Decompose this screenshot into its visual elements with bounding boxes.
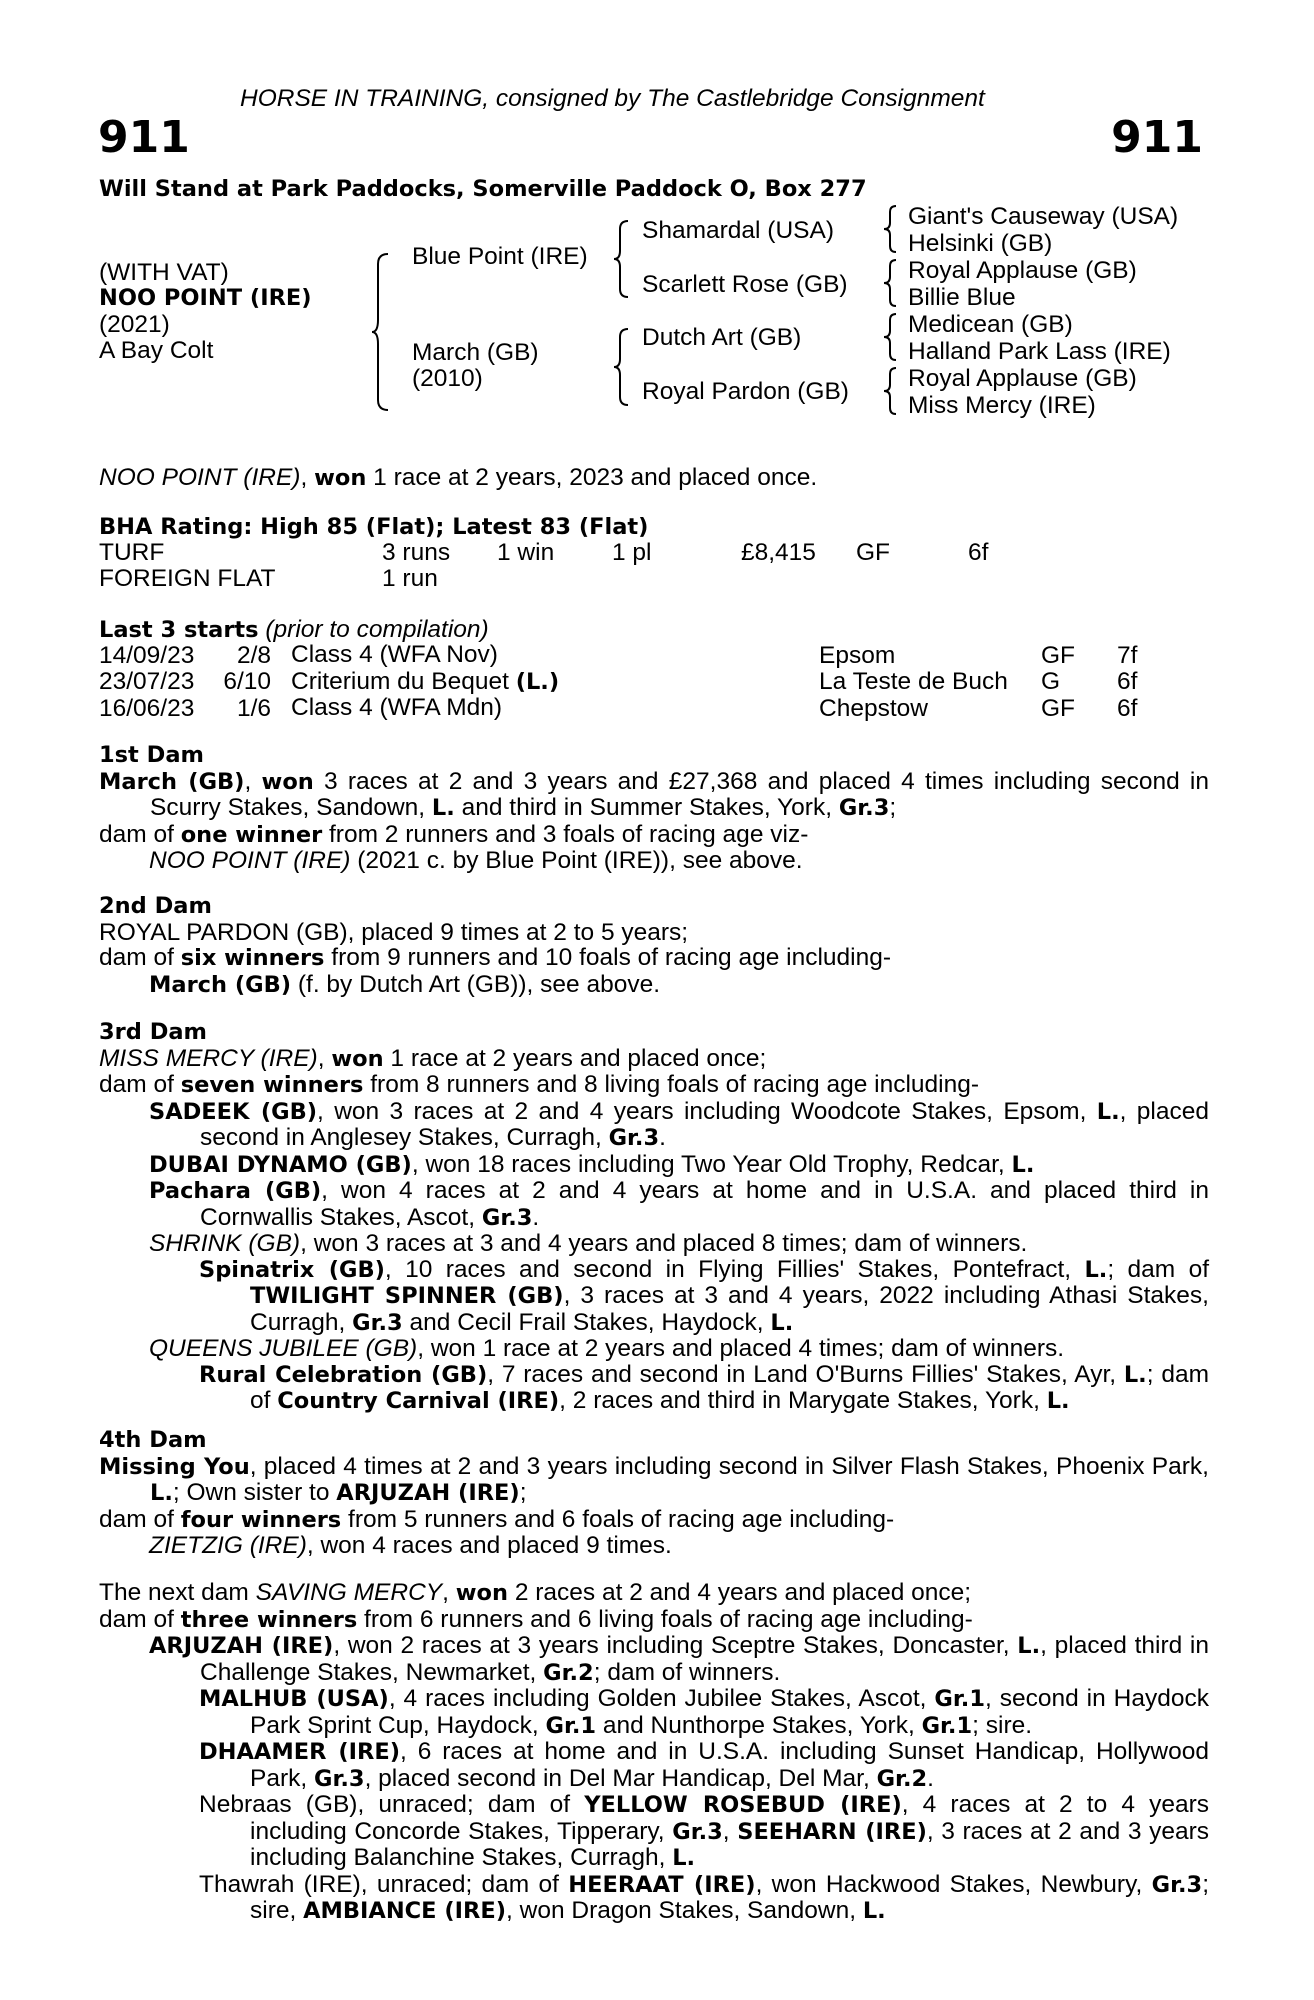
- text: 1 race at 2 years and placed once;: [383, 1044, 767, 1072]
- table-row: [99, 642, 1137, 669]
- text: ,: [317, 1044, 332, 1072]
- dam-dam: Royal Pardon (GB): [642, 378, 849, 405]
- text: , won 2 races at 3 years including Sceptre Stakes, Doncaster,: [333, 1632, 1018, 1659]
- section-heading: 1st Dam: [99, 742, 204, 768]
- text: and Nunthorpe Stakes, York,: [596, 1711, 922, 1739]
- listed-marker: L.: [431, 795, 455, 821]
- start-distance: 6f: [1117, 694, 1138, 722]
- record-distance: 6f: [968, 539, 989, 566]
- text: , 4 races at 2 to 4 years including Concorde Stakes, Tipperary,: [250, 1791, 1209, 1845]
- text: , placed second in Anglesey Stakes, Curragh,: [200, 1097, 1209, 1151]
- record-wins: 1 win: [497, 539, 555, 566]
- stand-location: Will Stand at Park Paddocks, Somerville Paddock O, Box 277: [99, 176, 867, 202]
- text: ; dam of: [250, 1360, 1209, 1414]
- offspring-entry: [99, 1533, 1209, 1559]
- text: , placed third in Challenge Stakes, Newmarket,: [200, 1632, 1209, 1686]
- text: Nebraas (GB), unraced; dam of: [199, 1791, 585, 1818]
- group-marker: Gr.3: [314, 1765, 365, 1792]
- text: ;: [519, 1479, 527, 1506]
- listed-marker: L.: [150, 1480, 173, 1506]
- offspring-name: HEERAAT (IRE): [568, 1871, 756, 1898]
- start-course: Epsom: [819, 641, 896, 669]
- start-date: 23/07/23: [99, 668, 195, 695]
- offspring-name: AMBIANCE (IRE): [303, 1898, 507, 1924]
- sire-dam: Scarlett Rose (GB): [642, 271, 848, 298]
- winners-count: four winners: [180, 1506, 342, 1533]
- dam-name: MISS MERCY (IRE): [99, 1044, 318, 1072]
- second-dam-offspring: [99, 972, 1209, 999]
- first-dam-produce: [99, 822, 1209, 849]
- granddam-1: Helsinki (GB): [908, 230, 1053, 257]
- winners-count: seven winners: [180, 1072, 364, 1098]
- table-row: [99, 669, 1137, 696]
- offspring-entry: [99, 1152, 1209, 1179]
- offspring-entry: [99, 1257, 1209, 1337]
- second-dam-produce: [99, 945, 1209, 972]
- text: Thawrah (IRE), unraced; dam of: [199, 1870, 569, 1898]
- listed-marker: L.: [1084, 1256, 1108, 1283]
- second-dam-section: [99, 894, 1209, 998]
- text: , won Hackwood Stakes, Newbury,: [755, 1870, 1152, 1898]
- g-brace-2: [882, 257, 900, 309]
- group-marker: Gr.2: [876, 1765, 928, 1792]
- record-distance: [968, 566, 988, 592]
- section-heading: 2nd Dam: [99, 893, 212, 919]
- offspring-entry: [99, 1231, 1209, 1257]
- table-row: [99, 540, 988, 566]
- offspring-name: SEEHARN (IRE): [737, 1818, 927, 1845]
- offspring-entry: [99, 1792, 1209, 1872]
- g-brace-4: [882, 365, 900, 417]
- record-type: TURF: [99, 539, 165, 566]
- listed-marker: L.: [1011, 1151, 1035, 1178]
- g-brace-1: [882, 203, 900, 255]
- start-position: 2/8: [236, 641, 271, 669]
- text: dam of: [99, 820, 181, 848]
- dam-name: SAVING MERCY: [255, 1579, 443, 1606]
- offspring-name: Pachara (GB): [149, 1178, 322, 1204]
- start-going: GF: [1041, 641, 1076, 669]
- start-race: [291, 669, 819, 696]
- grandsire-1: Giant's Causeway (USA): [908, 203, 1179, 230]
- offspring-entry: [99, 1739, 1209, 1792]
- text: (2021 c. by Blue Point (IRE)), see above.: [350, 847, 803, 874]
- text: ;: [889, 794, 897, 821]
- text: from 8 runners and 8 living foals of racing age including-: [363, 1071, 979, 1098]
- fourth-dam-section: [99, 1428, 1209, 1559]
- dam-year: (2010): [412, 365, 483, 392]
- offspring-name: DUBAI DYNAMO (GB): [149, 1151, 412, 1178]
- offspring-name: SHRINK (GB): [149, 1230, 301, 1257]
- text: , 3 races at 2 and 3 years including Balanchine Stakes, Curragh,: [250, 1817, 1209, 1871]
- pedigree-brace-main: [370, 252, 392, 412]
- listed-marker: L.: [862, 1898, 886, 1924]
- text: ; sire,: [250, 1870, 1209, 1924]
- sire-sire: Shamardal (USA): [642, 217, 834, 244]
- group-marker: Gr.2: [543, 1659, 594, 1686]
- vat-note: (WITH VAT): [99, 259, 229, 286]
- text: ,: [722, 1817, 738, 1845]
- section-heading: 4th Dam: [99, 1427, 207, 1453]
- fourth-dam-record: [99, 1454, 1209, 1507]
- text: , won 18 races including Two Year Old Trophy, Redcar,: [411, 1150, 1012, 1178]
- text: and Cecil Frail Stakes, Haydock,: [402, 1308, 771, 1336]
- text: ; Own sister to: [172, 1479, 337, 1506]
- text: dam of: [99, 1505, 181, 1533]
- group-marker: Gr.3: [672, 1818, 723, 1845]
- won-label: won: [331, 1045, 384, 1072]
- third-dam-record: [99, 1046, 1209, 1073]
- offspring-entry: [99, 1633, 1209, 1686]
- sibling-name: ARJUZAH (IRE): [336, 1480, 520, 1506]
- text: , placed second in Del Mar Handicap, Del Mar,: [364, 1764, 877, 1792]
- offspring-name: ZIETZIG (IRE): [149, 1532, 307, 1559]
- dam-sire: Dutch Art (GB): [642, 324, 802, 351]
- start-race: [291, 695, 819, 722]
- table-row: [99, 566, 988, 592]
- group-marker: Gr.1: [921, 1712, 973, 1739]
- start-course: Chepstow: [819, 694, 928, 722]
- next-dam-record: [99, 1580, 1209, 1607]
- text: ; dam of: [1107, 1255, 1210, 1283]
- offspring-entry: [99, 1362, 1209, 1415]
- last-starts-table: [99, 642, 1137, 722]
- lot-number-left: 911: [98, 112, 190, 163]
- text: and third in Summer Stakes, York,: [454, 794, 839, 821]
- start-distance: 7f: [1117, 641, 1138, 669]
- won-label: won: [261, 768, 314, 795]
- offspring-name: QUEENS JUBILEE (GB): [149, 1335, 418, 1362]
- offspring-entry: [99, 1872, 1209, 1925]
- text: ,: [244, 767, 262, 795]
- dam-name: March (GB): [412, 339, 539, 366]
- lot-number-right: 911: [1111, 112, 1203, 163]
- listed-marker: L.: [1017, 1633, 1041, 1659]
- offspring-name: Spinatrix (GB): [199, 1256, 385, 1283]
- listed-marker: L.: [1046, 1388, 1070, 1414]
- first-dam-section: [99, 743, 1209, 874]
- text: , second in Haydock Park Sprint Cup, Haydock,: [250, 1685, 1209, 1739]
- section-heading: 3rd Dam: [99, 1019, 207, 1045]
- text: ; dam of winners.: [593, 1658, 781, 1686]
- text: from 9 runners and 10 foals of racing age including-: [324, 944, 892, 971]
- text: , won 3 races at 3 and 4 years and placed 8 times; dam of winners.: [300, 1230, 1028, 1257]
- offspring-name: TWILIGHT SPINNER (GB): [250, 1283, 564, 1309]
- first-dam-offspring: [99, 848, 1209, 874]
- grandsire-3: Medicean (GB): [908, 311, 1073, 338]
- text: .: [532, 1203, 540, 1231]
- text: , 7 races and second in Land O'Burns Fillies' Stakes, Ayr,: [487, 1360, 1124, 1388]
- first-dam-record: [99, 769, 1209, 822]
- listed-marker: L.: [1096, 1098, 1120, 1125]
- consignment-line: HORSE IN TRAINING, consigned by The Castlebridge Consignment: [240, 85, 985, 112]
- horse-name: NOO POINT (IRE): [99, 285, 312, 311]
- offspring-entry: [99, 1178, 1209, 1231]
- summary-horse-name: NOO POINT (IRE): [99, 464, 301, 491]
- granddam-4: Miss Mercy (IRE): [908, 392, 1096, 419]
- start-race-name: Class 4 (WFA Mdn): [291, 694, 503, 721]
- dam-name: Missing You: [99, 1453, 250, 1480]
- dam-name: March (GB): [99, 768, 245, 795]
- won-label: won: [455, 1580, 509, 1606]
- text: 2 races at 2 and 4 years and placed once;: [508, 1579, 972, 1606]
- record-runs: 1 run: [382, 564, 438, 592]
- group-marker: Gr.3: [352, 1309, 403, 1336]
- second-dam-record: ROYAL PARDON (GB), placed 9 times at 2 to 5 years;: [99, 918, 689, 946]
- text: .: [659, 1124, 666, 1151]
- text: ; sire.: [972, 1711, 1033, 1739]
- start-race-suffix: (L.): [515, 668, 560, 695]
- race-summary: NOO POINT (IRE), won 1 race at 2 years, 2023 and placed once.: [99, 464, 818, 491]
- text: , 3 races at 3 and 4 years, 2022 including Athasi Stakes, Curragh,: [250, 1282, 1209, 1336]
- third-dam-section: [99, 1020, 1209, 1415]
- offspring-entry: [99, 1099, 1209, 1152]
- group-marker: Gr.3: [1151, 1871, 1203, 1898]
- offspring-name: NOO POINT (IRE): [149, 847, 351, 874]
- granddam-3: Halland Park Lass (IRE): [908, 338, 1171, 365]
- next-dam-section: [99, 1580, 1209, 1925]
- record-runs: 3 runs: [382, 539, 451, 566]
- record-prize: [741, 566, 856, 592]
- winners-count: three winners: [180, 1606, 358, 1633]
- grandsire-4: Royal Applause (GB): [908, 365, 1137, 392]
- sire-name: Blue Point (IRE): [412, 243, 588, 270]
- start-date: 14/09/23: [99, 641, 195, 669]
- last-starts-title: [99, 617, 489, 644]
- third-dam-produce: [99, 1072, 1209, 1099]
- text: , 10 races and second in Flying Fillies' Stakes, Pontefract,: [384, 1255, 1085, 1283]
- record-placed: 1 pl: [612, 539, 652, 566]
- start-distance: 6f: [1117, 668, 1138, 695]
- offspring-name: Country Carnival (IRE): [277, 1388, 560, 1414]
- listed-marker: L.: [672, 1845, 696, 1871]
- text: , won 4 races at 2 and 4 years at home and in U.S.A. and placed third in Cornwallis Stakes, Ascot,: [200, 1177, 1209, 1231]
- offspring-entry: [99, 1336, 1209, 1362]
- group-marker: Gr.1: [545, 1712, 597, 1739]
- text: dam of: [99, 944, 181, 971]
- winners-count: one winner: [180, 821, 323, 848]
- summary-rest: 1 race at 2 years, 2023 and placed once.: [366, 464, 818, 491]
- table-row: [99, 695, 1137, 722]
- offspring-name: March (GB): [149, 971, 292, 998]
- text: , won Dragon Stakes, Sandown,: [506, 1897, 863, 1924]
- offspring-entry: [99, 1686, 1209, 1739]
- text: from 6 runners and 6 living foals of racing age including-: [357, 1605, 973, 1633]
- start-going: GF: [1041, 694, 1076, 722]
- last-starts-heading: Last 3 starts: [99, 617, 259, 643]
- bha-rating-title: BHA Rating: High 85 (Flat); Latest 83 (Flat): [99, 514, 649, 540]
- group-marker: Gr.1: [934, 1686, 985, 1712]
- start-date: 16/06/23: [99, 694, 195, 722]
- record-type: FOREIGN FLAT: [99, 564, 276, 592]
- g-brace-3: [882, 311, 900, 363]
- start-position: 1/6: [236, 694, 271, 722]
- text: , won 3 races at 2 and 4 years including Woodcote Stakes, Epsom,: [317, 1097, 1097, 1125]
- group-marker: Gr.3: [838, 795, 890, 821]
- text: The next dam: [99, 1579, 256, 1606]
- start-race: [291, 642, 819, 669]
- start-race-name: Criterium du Bequet: [291, 667, 516, 695]
- text: from 2 runners and 3 foals of racing age viz-: [322, 820, 809, 848]
- offspring-name: YELLOW ROSEBUD (IRE): [584, 1792, 902, 1818]
- horse-year: (2021): [99, 311, 170, 338]
- next-dam-produce: [99, 1607, 1209, 1634]
- sire-brace: [612, 219, 632, 299]
- text: , 4 races including Golden Jubilee Stakes, Ascot,: [388, 1685, 935, 1712]
- start-course: La Teste de Buch: [819, 668, 1008, 695]
- start-going: G: [1041, 668, 1061, 695]
- record-going: GF: [856, 539, 891, 566]
- granddam-2: Billie Blue: [908, 284, 1016, 311]
- group-marker: Gr.3: [481, 1204, 533, 1231]
- winners-count: six winners: [180, 945, 325, 971]
- horse-description: A Bay Colt: [99, 337, 214, 364]
- record-placed: [612, 566, 741, 592]
- offspring-name: SADEEK (GB): [149, 1098, 318, 1125]
- text: 3 races at 2 and 3 years and £27,368 and placed 4 times including second in Scurry Stakes, Sandown,: [150, 767, 1209, 821]
- start-race-name: Class 4 (WFA Nov): [291, 641, 498, 668]
- text: (f. by Dutch Art (GB)), see above.: [291, 970, 661, 998]
- record-going: [856, 566, 968, 592]
- text: , 2 races and third in Marygate Stakes, York,: [559, 1387, 1047, 1414]
- last-starts-note: (prior to compilation): [265, 616, 489, 643]
- race-record-table: [99, 540, 988, 591]
- summary-won: won: [314, 465, 367, 491]
- text: .: [927, 1764, 934, 1792]
- record-wins: [497, 566, 612, 592]
- fourth-dam-produce: [99, 1507, 1209, 1534]
- record-prize: £8,415: [741, 539, 816, 566]
- text: , won 1 race at 2 years and placed 4 times; dam of winners.: [417, 1335, 1065, 1362]
- start-position: 6/10: [223, 668, 271, 695]
- grandsire-2: Royal Applause (GB): [908, 257, 1137, 284]
- text: ,: [442, 1579, 456, 1606]
- group-marker: Gr.3: [608, 1125, 660, 1151]
- text: , placed 4 times at 2 and 3 years including second in Silver Flash Stakes, Phoenix Park,: [249, 1452, 1209, 1480]
- text: dam of: [99, 1071, 181, 1098]
- text: from 5 runners and 6 foals of racing age including-: [341, 1505, 895, 1533]
- text: dam of: [99, 1605, 181, 1633]
- offspring-name: MALHUB (USA): [199, 1686, 389, 1712]
- listed-marker: L.: [770, 1309, 794, 1336]
- text: , 6 races at home and in U.S.A. including Sunset Handicap, Hollywood Park,: [250, 1738, 1209, 1792]
- offspring-name: ARJUZAH (IRE): [149, 1633, 334, 1659]
- dam-brace: [612, 327, 632, 407]
- offspring-name: Rural Celebration (GB): [199, 1361, 488, 1388]
- offspring-name: DHAAMER (IRE): [199, 1739, 400, 1765]
- listed-marker: L.: [1123, 1361, 1147, 1388]
- text: , won 4 races and placed 9 times.: [306, 1532, 672, 1559]
